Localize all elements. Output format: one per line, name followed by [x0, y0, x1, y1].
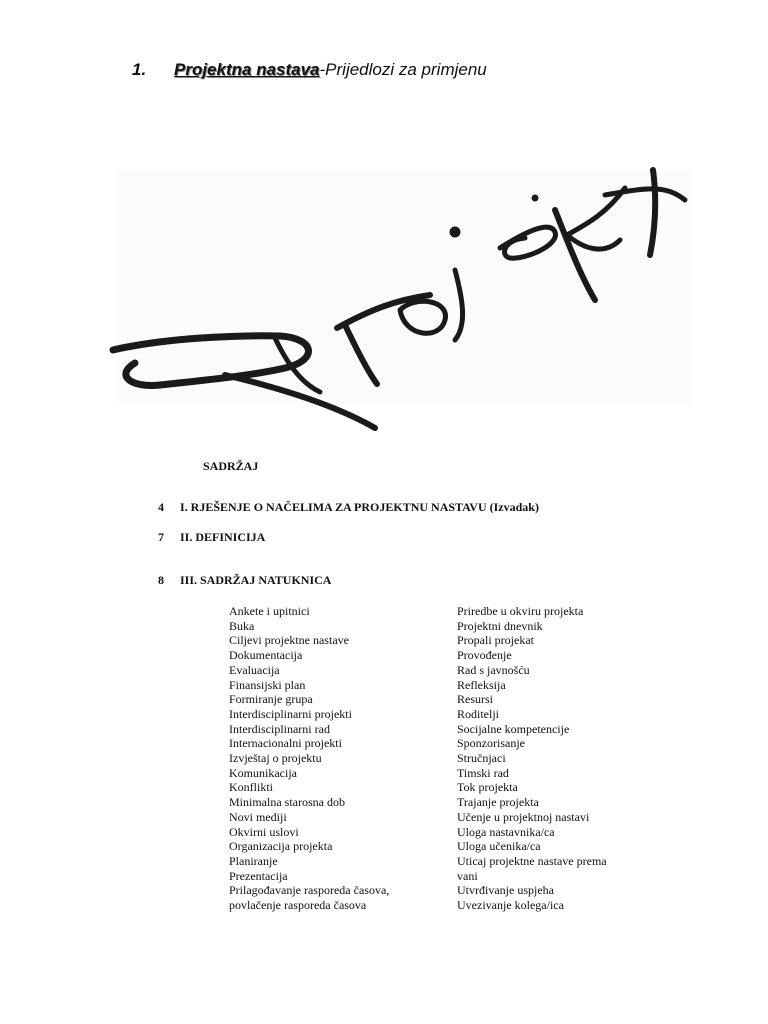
- handwritten-projekt-logo: [105, 160, 700, 435]
- keyword-item: Okvirni uslovi: [229, 824, 299, 839]
- keyword-item: Ankete i upitnici: [229, 604, 310, 618]
- keyword-item: Novi mediji: [229, 809, 287, 824]
- keyword-item: Prezentacija: [229, 868, 288, 883]
- keyword-item: Interdisciplinarni projekti: [229, 706, 352, 721]
- toc-entry: [158, 573, 331, 588]
- toc-title: SADRŽAJ: [203, 459, 259, 473]
- keyword-item: Uloga učenika/ca: [457, 839, 541, 854]
- keyword-item: Roditelji: [457, 706, 499, 721]
- keyword-item: Komunikacija: [229, 765, 297, 780]
- toc-entry-label: II. DEFINICIJA: [180, 530, 266, 544]
- keyword-item: Refleksija: [457, 677, 506, 692]
- keyword-item: Uloga nastavnika/ca: [457, 824, 555, 839]
- keyword-item: Trajanje projekta: [457, 795, 539, 810]
- toc-entry: [158, 500, 539, 515]
- keyword-item: Uvezivanje kolega/ica: [457, 898, 564, 913]
- keyword-item: Timski rad: [457, 765, 509, 780]
- heading-subtitle: -Prijedlozi za primjenu: [319, 60, 487, 79]
- keyword-item: Rad s javnošću: [457, 662, 530, 677]
- heading-number: 1.: [132, 60, 147, 79]
- toc-entry-label: I. RJEŠENJE O NAČELIMA ZA PROJEKTNU NASTAVU (Izvadak): [180, 500, 539, 514]
- keyword-item: Planiranje: [229, 853, 278, 868]
- keyword-item: Projektni dnevnik: [457, 618, 543, 633]
- toc-entry-page: 4: [158, 500, 164, 514]
- document-heading: [132, 60, 487, 80]
- keyword-item: Sponzorisanje: [457, 736, 525, 751]
- keyword-item: Stručnjaci: [457, 751, 506, 766]
- keyword-item: Finansijski plan: [229, 677, 306, 692]
- keyword-item: Evaluacija: [229, 662, 280, 677]
- keyword-item: Izvještaj o projektu: [229, 751, 322, 766]
- toc-entry: [158, 530, 265, 545]
- keyword-item: Uticaj projektne nastave prema: [457, 853, 607, 868]
- heading-main-title: Projektna nastava: [174, 60, 320, 79]
- artwork-background: [117, 170, 692, 405]
- keyword-item: Interdisciplinarni rad: [229, 721, 330, 736]
- keyword-item: Prilagođavanje rasporeda časova,: [229, 883, 390, 898]
- keyword-list-right: [457, 604, 607, 913]
- toc-entry-page: 7: [158, 530, 164, 544]
- keyword-item: Formiranje grupa: [229, 692, 313, 707]
- keyword-item: Tok projekta: [457, 780, 518, 795]
- keyword-item: Resursi: [457, 692, 493, 707]
- keyword-item: Utvrđivanje uspjeha: [457, 883, 554, 898]
- keyword-item: povlačenje rasporeda časova: [229, 898, 367, 913]
- keyword-item: Socijalne kompetencije: [457, 721, 570, 736]
- keyword-list-left: [229, 604, 389, 913]
- keyword-item: Učenje u projektnoj nastavi: [457, 809, 590, 824]
- keyword-item: Organizacija projekta: [229, 839, 333, 854]
- keyword-item: Provođenje: [457, 648, 512, 663]
- keyword-item: Propali projekat: [457, 633, 534, 648]
- keyword-item: vani: [457, 868, 478, 883]
- keyword-item: Minimalna starosna dob: [229, 795, 345, 810]
- keyword-item: Priredbe u okviru projekta: [457, 604, 584, 618]
- toc-entry-label: III. SADRŽAJ NATUKNICA: [180, 573, 332, 587]
- toc-entry-page: 8: [158, 573, 164, 587]
- keyword-item: Ciljevi projektne nastave: [229, 633, 349, 648]
- keyword-item: Konflikti: [229, 780, 273, 795]
- keyword-item: Dokumentacija: [229, 648, 303, 663]
- keyword-item: Buka: [229, 618, 255, 633]
- keyword-item: Internacionalni projekti: [229, 736, 342, 751]
